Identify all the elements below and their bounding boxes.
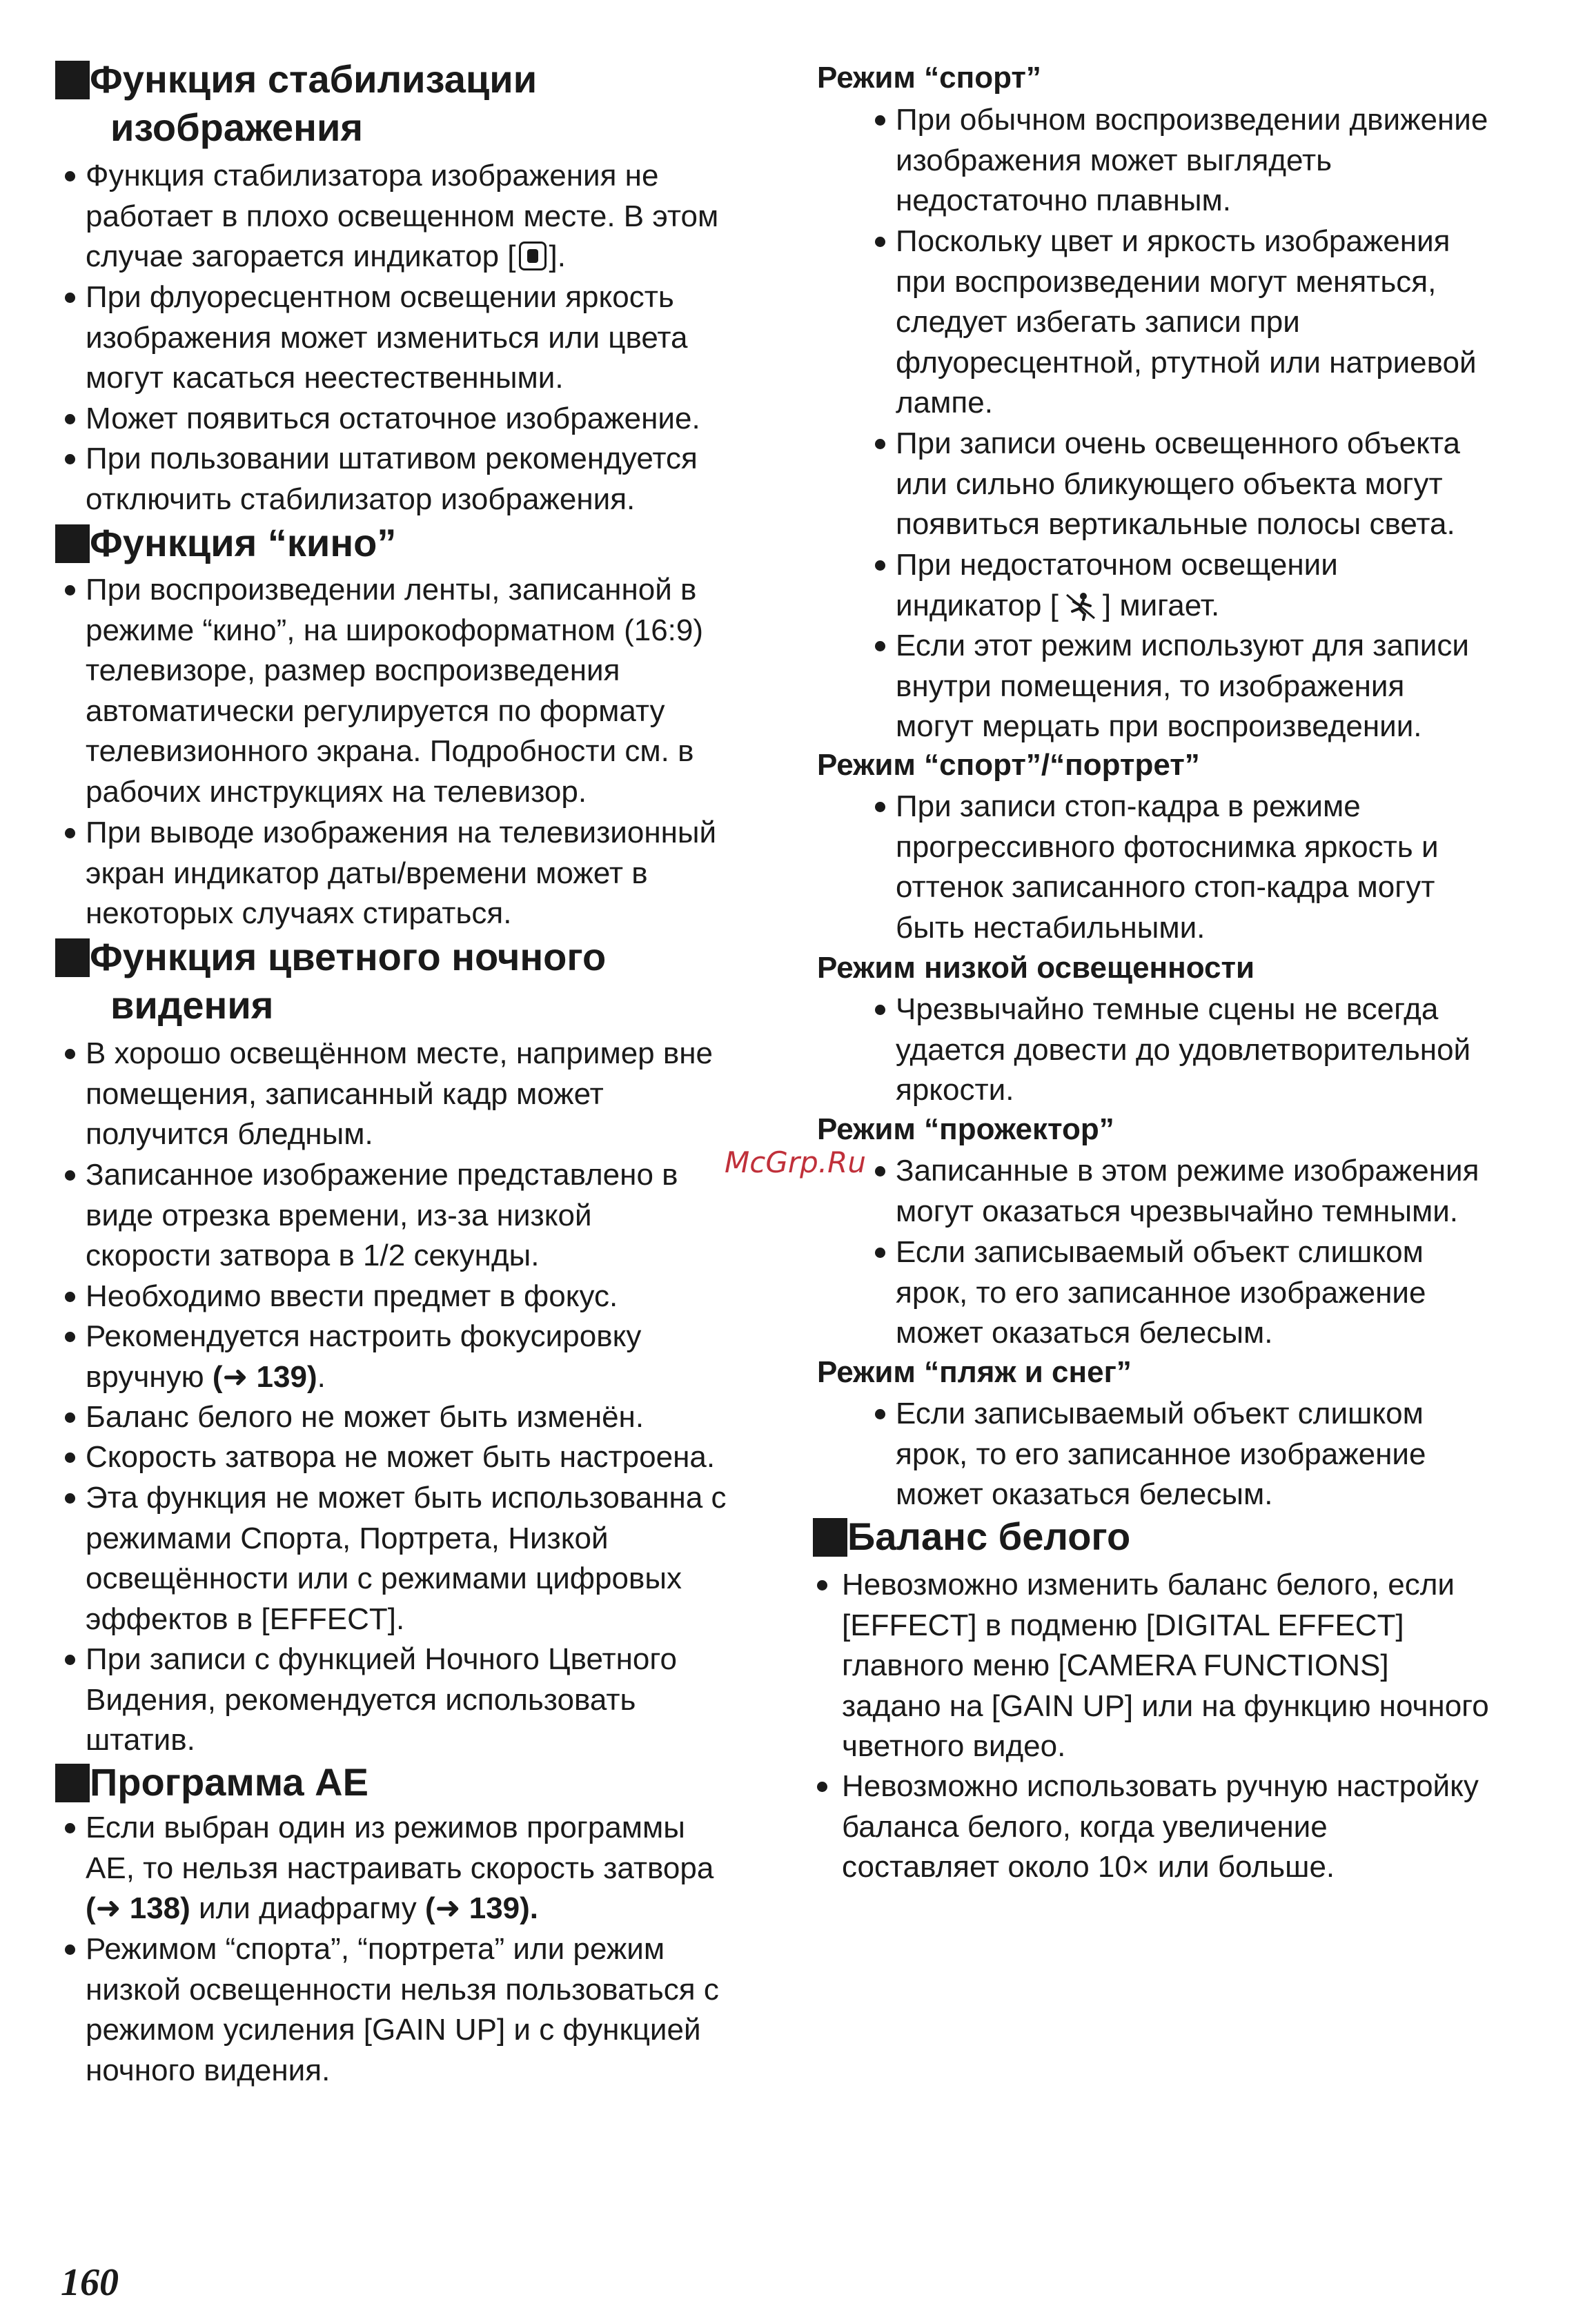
night-bullet-1: В хорошо освещённом месте, например вне помещения, записанный кадр может получится бледным.: [65, 1034, 713, 1155]
night-bullet-8: При записи с функцией Ночного Цветного Видения, рекомендуется использовать штатив.: [65, 1639, 677, 1761]
white-balance-bullet-1: Невозможно изменить баланс белого, если [EFFECT] в подменю [DIGITAL EFFECT] главного меню [CAMERA FUNCTIONS] задано на [GAIN UP] или на функцию ночного чветного видео.: [817, 1565, 1489, 1767]
stabilizer-bullet-4: При пользовании штативом рекомендуется отключить стабилизатор изображения.: [65, 439, 698, 520]
page-reference: (➜ 139).: [424, 1891, 539, 1925]
cinema-bullet-1: При воспроизведении ленты, записанной в режиме “кино”, на широкоформатном (16:9) телевизоре, размер воспроизведения автоматически регулируется по формату телевизионного экрана. Подробности см. в рабочих инструкциях на телевизор.: [65, 570, 703, 812]
sport-bullet-4: При недостаточном освещении индикатор [ ] мигает.: [875, 545, 1338, 626]
page-number: 160: [61, 2261, 119, 2304]
sport-bullet-1: При обычном воспроизведении движение изображения может выглядеть недостаточно плавным.: [875, 100, 1488, 221]
watermark: McGrp.Ru: [725, 1145, 866, 1179]
subsection-title-low-light: Режим низкой освещенности: [817, 951, 1255, 985]
subsection-title-sport-portrait: Режим “спорт”/“портрет”: [817, 748, 1200, 782]
stabilizer-bullet-2: При флуоресцентном освещении яркость изображения может измениться или цвета могут касаться неестественными.: [65, 277, 688, 399]
section-marker: [55, 1764, 90, 1802]
spotlight-bullet-2: Если записываемый объект слишком ярок, то его записанное изображение может оказаться белесым.: [875, 1232, 1426, 1354]
section-marker: [55, 61, 90, 99]
sport-bullet-2: Поскольку цвет и яркость изображения при воспроизведении могут меняться, следует избегать записи при флуоресцентной, ртутной или натриевой лампе.: [875, 221, 1477, 424]
subsection-title-spotlight: Режим “прожектор”: [817, 1112, 1114, 1146]
page-reference: (➜ 139): [212, 1359, 317, 1394]
night-bullet-2: Записанное изображение представлено в виде отрезка времени, из-за низкой скорости затвора в 1/2 секунды.: [65, 1155, 678, 1277]
page-reference: (➜ 138): [86, 1891, 190, 1925]
stabilizer-bullet-1: Функция стабилизатора изображения не работает в плохо освещенном месте. В этом случае загорается индикатор [ ].: [65, 156, 718, 277]
night-bullet-3: Необходимо ввести предмет в фокус.: [65, 1277, 618, 1317]
section-marker: [55, 524, 90, 563]
ae-bullet-1: Если выбран один из режимов программы AE, то нельзя настраивать скорость затвора (➜ 138) или диафрагму (➜ 139).: [65, 1808, 714, 1929]
night-bullet-4: Рекомендуется настроить фокусировку вручную (➜ 139).: [65, 1317, 641, 1397]
spotlight-bullet-1: Записанные в этом режиме изображения могут оказаться чрезвычайно темными.: [875, 1151, 1479, 1232]
sport-mode-icon: [1063, 591, 1099, 621]
low-light-bullet-1: Чрезвычайно темные сцены не всегда удается довести до удовлетворительной яркости.: [875, 989, 1470, 1111]
white-balance-bullet-2: Невозможно использовать ручную настройку баланса белого, когда увеличение составляет около 10× или больше.: [817, 1766, 1479, 1888]
stabilizer-indicator-icon: [519, 242, 547, 270]
beach-snow-bullet-1: Если записываемый объект слишком ярок, то его записанное изображение может оказаться белесым.: [875, 1394, 1426, 1515]
sport-bullet-3: При записи очень освещенного объекта или сильно бликующего объекта могут появиться вертикальные полосы света.: [875, 424, 1460, 545]
sport-portrait-bullet-1: При записи стоп-кадра в режиме прогрессивного фотоснимка яркость и оттенок записанного стоп-кадра могут быть нестабильными.: [875, 787, 1439, 948]
night-bullet-7: Эта функция не может быть использованна с режимами Спорта, Портрета, Низкой освещённости или с режимами цифровых эффектов в [EFFECT].: [65, 1478, 727, 1639]
section-marker: [55, 938, 90, 977]
stabilizer-bullet-3: Может появиться остаточное изображение.: [65, 399, 700, 440]
section-marker: [813, 1518, 847, 1557]
night-bullet-6: Скорость затвора не может быть настроена.: [65, 1437, 715, 1478]
subsection-title-sport: Режим “спорт”: [817, 61, 1041, 95]
cinema-bullet-2: При выводе изображения на телевизионный экран индикатор даты/времени может в некоторых случаях стираться.: [65, 813, 716, 934]
night-bullet-5: Баланс белого не может быть изменён.: [65, 1397, 644, 1438]
ae-bullet-2: Режимом “спорта”, “портрета” или режим низкой освещенности нельзя пользоваться с режимом усиления [GAIN UP] и с функцией ночного видения.: [65, 1929, 719, 2091]
subsection-title-beach-snow: Режим “пляж и снег”: [817, 1355, 1132, 1389]
sport-bullet-5: Если этот режим используют для записи внутри помещения, то изображения могут мерцать при воспроизведении.: [875, 626, 1469, 747]
